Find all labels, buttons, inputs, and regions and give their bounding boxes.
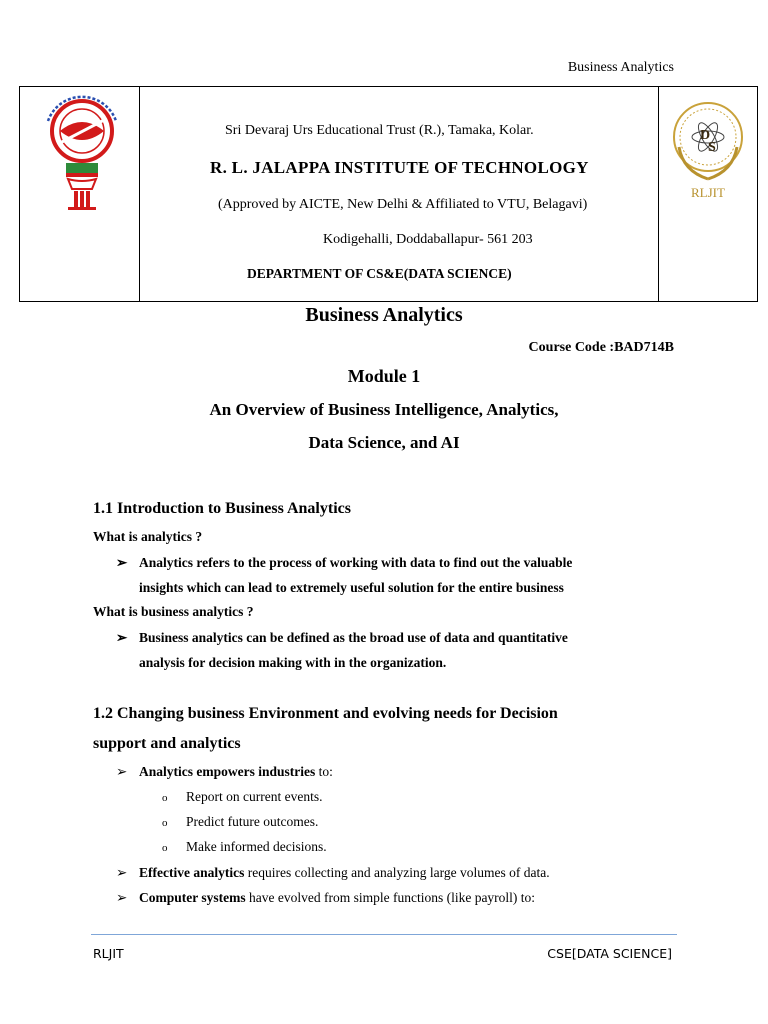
- department-emblem-logo: [659, 87, 757, 301]
- question-business-analytics: What is business analytics ?: [93, 604, 254, 619]
- monogram-d: D: [700, 128, 711, 143]
- sub-bullet-predict: o Predict future outcomes.: [162, 814, 319, 829]
- arrow-bullet-icon: ➢: [116, 764, 128, 779]
- bullet-computer-systems: ➢ Computer systems have evolved from simple functions (like payroll) to:: [116, 885, 676, 910]
- bullet-analytics-empowers: ➢ Analytics empowers industries to:: [116, 759, 676, 784]
- sub-bullet-decide: o Make informed decisions.: [162, 839, 327, 854]
- institute-emblem-logo: [20, 87, 139, 301]
- arrow-bullet-icon: ➢: [116, 865, 128, 880]
- footer-divider: [91, 934, 677, 935]
- letterhead: [19, 86, 758, 302]
- monogram-s: S: [708, 140, 716, 155]
- module-heading: Module 1: [347, 366, 421, 386]
- arrow-bullet-icon: ➢: [116, 555, 128, 570]
- course-code: Course Code :BAD714B: [528, 340, 674, 355]
- sub-bullet-report: o Report on current events.: [162, 789, 323, 804]
- left-logo-cell: [20, 87, 140, 301]
- trust-name: Sri Devaraj Urs Educational Trust (R.), Tamaka, Kolar.: [225, 123, 534, 138]
- footer-right: CSE[DATA SCIENCE]: [547, 946, 672, 961]
- arrow-bullet-icon: ➢: [116, 630, 128, 645]
- approval-line: (Approved by AICTE, New Delhi & Affiliated to VTU, Belagavi): [218, 197, 588, 212]
- section-2-heading-line-1: 1.2 Changing business Environment and evolving needs for Decision: [93, 705, 558, 722]
- question-analytics: What is analytics ?: [93, 529, 203, 544]
- document-title: Business Analytics: [305, 304, 463, 326]
- bullet-analytics-definition: ➢ Analytics refers to the process of working with data to find out the valuable insights which can lead to extremely useful solution for the entire business: [116, 550, 676, 600]
- bullet-effective-analytics: ➢ Effective analytics requires collecting and analyzing large volumes of data.: [116, 860, 676, 885]
- arrow-bullet-icon: ➢: [116, 890, 128, 905]
- bullet-business-analytics-definition: ➢ Business analytics can be defined as the broad use of data and quantitative analysis for decision making with in the organization.: [116, 625, 676, 675]
- circle-bullet-icon: o: [162, 842, 168, 854]
- module-subtitle-line-1: An Overview of Business Intelligence, Analytics,: [209, 400, 559, 419]
- footer-left: RLJIT: [93, 946, 124, 961]
- institute-name: R. L. JALAPPA INSTITUTE OF TECHNOLOGY: [210, 158, 589, 177]
- circle-bullet-icon: o: [162, 817, 168, 829]
- section-2-heading-line-2: support and analytics: [93, 735, 241, 752]
- address-line: Kodigehalli, Doddaballapur- 561 203: [323, 232, 533, 247]
- right-logo-cell: [658, 87, 757, 301]
- running-header: Business Analytics: [567, 60, 674, 75]
- section-1-heading: 1.1 Introduction to Business Analytics: [93, 500, 351, 517]
- department-name: DEPARTMENT OF CS&E(DATA SCIENCE): [247, 266, 512, 281]
- circle-bullet-icon: o: [162, 792, 168, 804]
- module-subtitle-line-2: Data Science, and AI: [308, 433, 460, 452]
- rljit-caption: RLJIT: [691, 185, 725, 200]
